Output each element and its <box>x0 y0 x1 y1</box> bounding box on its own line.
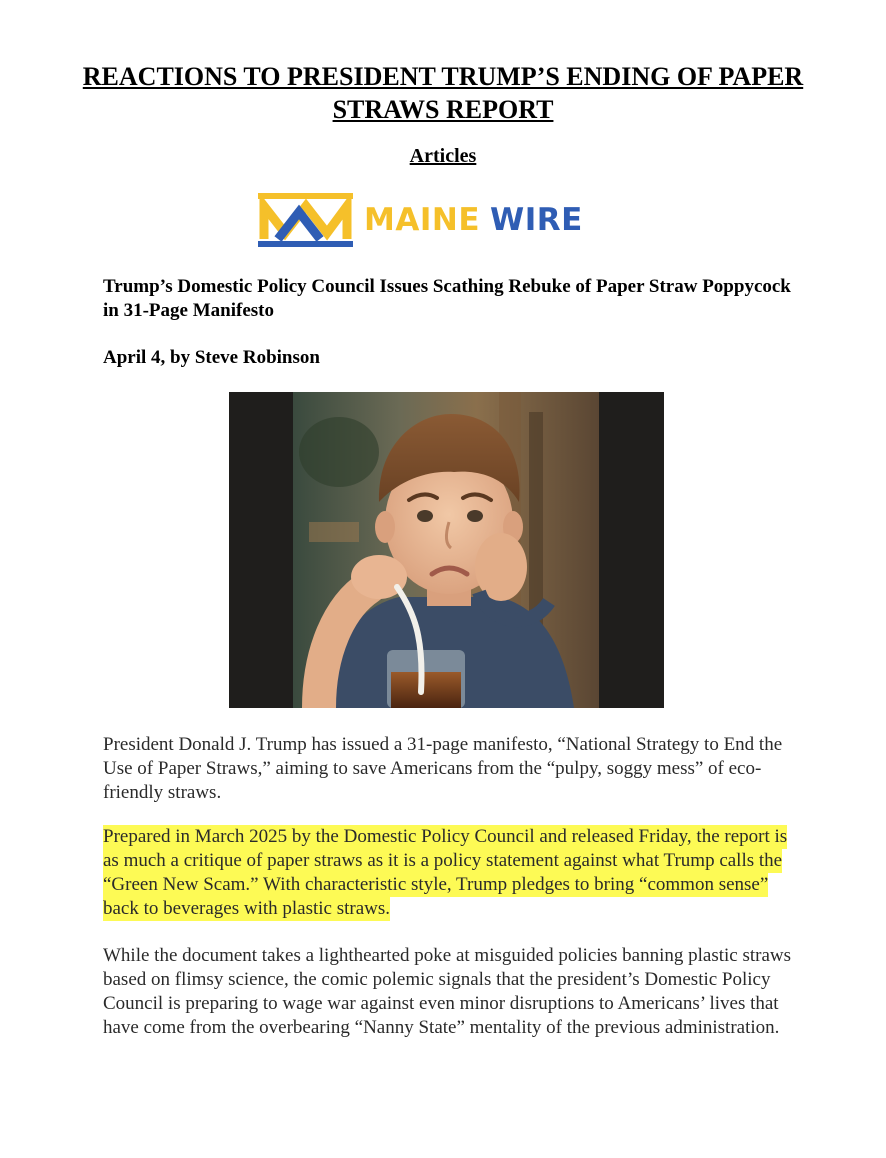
page-title: REACTIONS TO PRESIDENT TRUMP’S ENDING OF PAPER STRAWS REPORT <box>82 62 804 124</box>
article-paragraph-2-highlighted <box>103 825 803 921</box>
logo-word-maine: MAINE <box>364 202 480 238</box>
article-paragraph-1: President Donald J. Trump has issued a 31-page manifesto, “National Strategy to End the Use of Paper Straws,” aiming to save Americans from the “pulpy, soggy mess” of eco-friendly straws. <box>103 734 783 803</box>
maine-wire-logo-mark-icon <box>258 193 353 247</box>
logo-word-wire: WIRE <box>490 202 583 238</box>
highlighted-text: Prepared in March 2025 by the Domestic Policy Council and released Friday, the report is as much a critique of paper straws as it is a policy statement against what Trump calls the “Green New Scam.” With characteristic style, Trump pledges to bring “common sense” back to beverages with plastic straws. <box>103 826 788 919</box>
article-photo <box>229 392 664 708</box>
article-paragraph-3: While the document takes a lighthearted poke at misguided policies banning plastic straws based on flimsy science, the comic polemic signals that the president’s Domestic Policy Council is preparing to wage war against even minor disruptions to Americans’ lives that have come from the overbearing “Nanny State” mentality of the previous administration. <box>103 945 792 1038</box>
article-headline: Trump’s Domestic Policy Council Issues Scathing Rebuke of Paper Straw Poppycock in 31-Page Manifesto <box>103 276 791 321</box>
article-byline: April 4, by Steve Robinson <box>103 347 320 368</box>
maine-wire-logo <box>258 193 633 247</box>
maine-wire-logo-text <box>364 201 583 239</box>
section-label: Articles <box>409 145 477 167</box>
sad-boy-with-straw-illustration <box>229 392 664 708</box>
